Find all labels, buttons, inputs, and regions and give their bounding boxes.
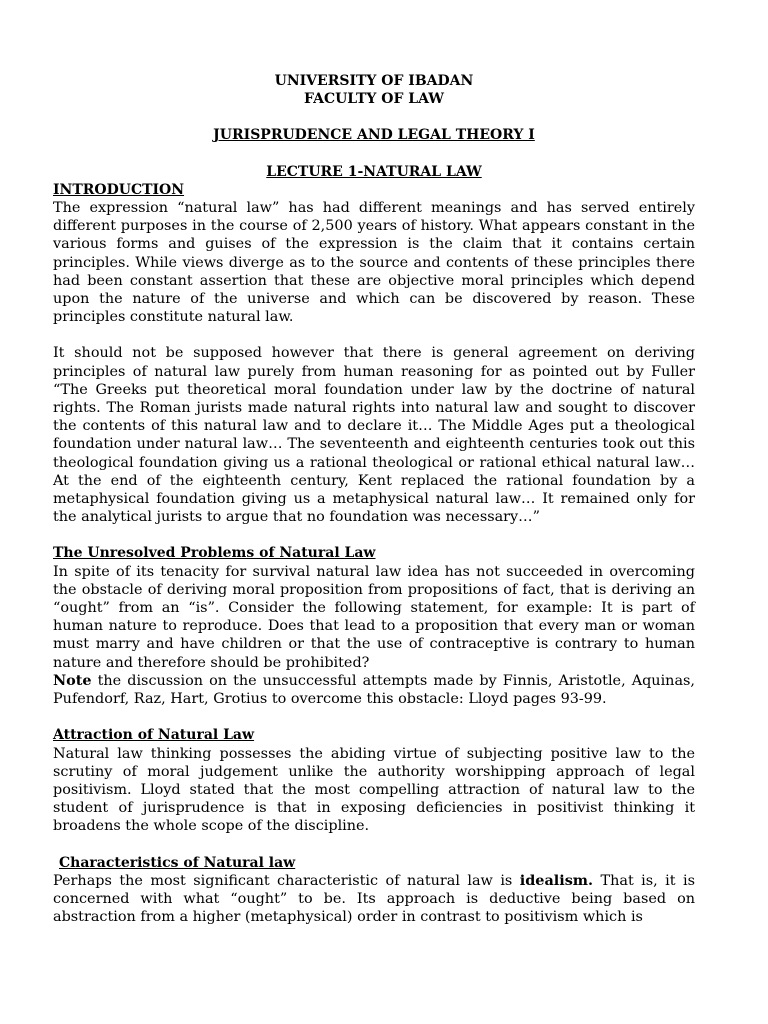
unresolved-problems-paragraph: In spite of its tenacity for survival natural law idea has not succeeded in overcoming the obstacle of deriving moral proposition from propositions of fact, that is deriving an “ought” from an “is”. Consider the following statement, for example: It is part of human nature to reproduce. Does that lead to a proposition that every man or woman must marry and have children or that the use of contraceptive is contrary to human nature and therefore should be prohibited? [53, 563, 695, 671]
faculty-title: FACULTY OF LAW [303, 91, 445, 108]
note-text: the discussion on the unsuccessful attempts made by Finnis, Aristotle, Aquinas, Pufendorf, Raz, Hart, Grotius to overcome this obstacle: Lloyd pages 93-99. [53, 672, 695, 708]
characteristics-heading: Characteristics of Natural law [59, 854, 296, 871]
course-title: JURISPRUDENCE AND LEGAL THEORY I [213, 127, 535, 144]
characteristics-paragraph [53, 872, 695, 927]
introduction-paragraph-2: It should not be supposed however that there is general agreement on deriving principles of natural law purely from human reasoning for as pointed out by Fuller “The Greeks put theoretical moral foundation under law by the doctrine of natural rights. The Roman jurists made natural rights into natural law and sought to discover the contents of this natural law and to declare it… The Middle Ages put a theological foundation under natural law… The seventeenth and eighteenth centuries took out this theological foundation giving us a rational theological or rational ethical natural law… At the end of the eighteenth century, Kent replaced the rational foundation by a metaphysical foundation giving us a metaphysical natural law… It remained only for the analytical jurists to argue that no foundation was necessary…” [53, 345, 695, 526]
note-paragraph [53, 672, 695, 708]
introduction-paragraph-1: The expression “natural law” has had different meanings and has served entirely different purposes in the course of 2,500 years of history. What appears constant in the various forms and guises of the expression is the claim that it contains certain principles. While views diverge as to the source and contents of these principles there had been constant assertion that these are objective moral principles which depend upon the nature of the universe and which can be discovered by reason. These principles constitute natural law. [53, 200, 695, 326]
attraction-paragraph: Natural law thinking possesses the abiding virtue of subjecting positive law to the scrutiny of moral judgement unlike the authority worshipping approach of legal positivism. Lloyd stated that the most compelling attraction of natural law to the student of jurisprudence is that in exposing deficiencies in positivist thinking it broadens the whole scope of the discipline. [53, 745, 695, 835]
introduction-heading: INTRODUCTION [53, 181, 185, 198]
lecture-title: LECTURE 1-NATURAL LAW [266, 163, 482, 180]
note-label: Note [53, 671, 92, 689]
characteristics-text-end: That is, it is concerned with what “ought” to be. Its approach is deductive being based on abstraction from a higher (metaphysical) order in contrast to positivism which is [53, 872, 695, 926]
unresolved-problems-heading: The Unresolved Problems of Natural Law [53, 545, 376, 562]
university-title: UNIVERSITY OF IBADAN [274, 73, 474, 89]
document-page [53, 72, 695, 926]
idealism-term: idealism. [519, 871, 594, 889]
characteristics-text-start: Perhaps the most significant characteristic of natural law is [53, 872, 520, 889]
attraction-heading: Attraction of Natural Law [53, 727, 255, 744]
